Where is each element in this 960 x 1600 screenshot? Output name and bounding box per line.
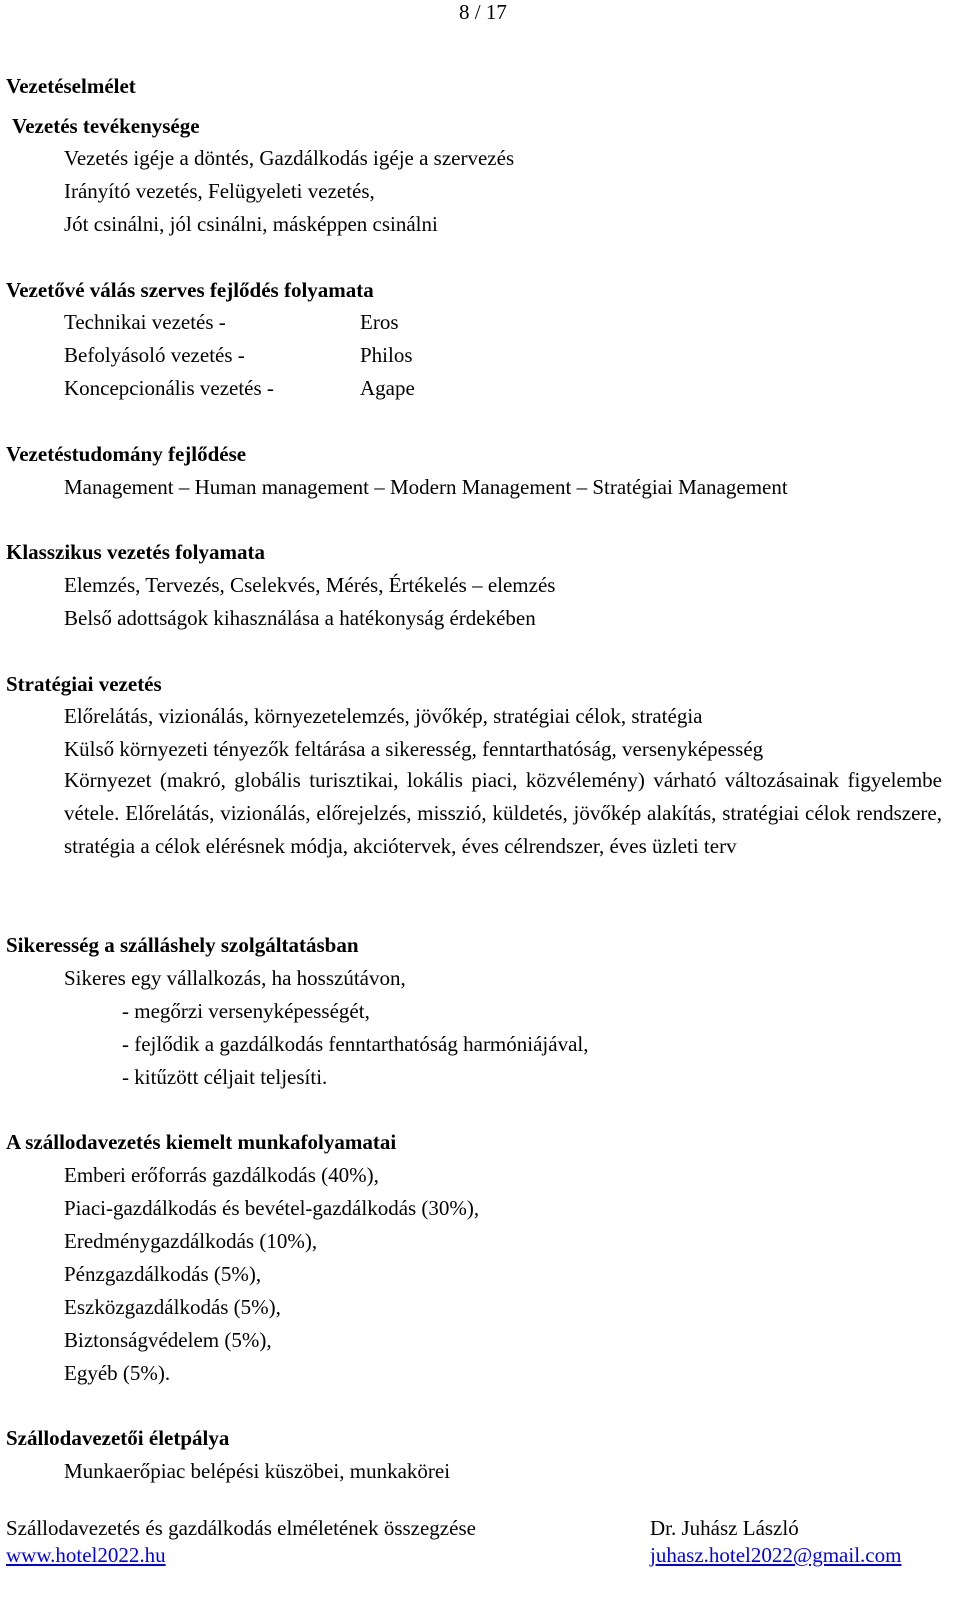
section-heading-munkafolyamatok: A szállodavezetés kiemelt munkafolyamatai [6, 1130, 397, 1154]
text-line: Irányító vezetés, Felügyeleti vezetés, [64, 179, 375, 203]
text-line: Sikeres egy vállalkozás, ha hosszútávon, [64, 966, 406, 990]
list-item: Eredménygazdálkodás (10%), [64, 1229, 318, 1253]
text-line: Management – Human management – Modern Management – Stratégiai Management [64, 475, 788, 499]
stage-label: Befolyásoló vezetés - [64, 343, 245, 367]
list-item: Pénzgazdálkodás (5%), [64, 1262, 262, 1286]
text-line: Elemzés, Tervezés, Cselekvés, Mérés, Értékelés – elemzés [64, 573, 556, 597]
strategy-paragraph: Környezet (makró, globális turisztikai, lokális piaci, közvélemény) várható változásainak figyelembe vétele. Előrelátás, vizionálás, előrejelzés, misszió, küldetés, jövőkép alakítás, stratégiai célok rendszere, stratégia a célok elérésnek módja, akciótervek, éves célrendszer, éves üzleti terv [64, 768, 942, 858]
list-item: - fejlődik a gazdálkodás fenntarthatóság harmóniájával, [122, 1032, 589, 1056]
list-item: Eszközgazdálkodás (5%), [64, 1295, 281, 1319]
list-item: Egyéb (5%). [64, 1361, 171, 1385]
section-heading-sikeresseg: Sikeresség a szálláshely szolgáltatásban [6, 933, 359, 957]
stage-label: Koncepcionális vezetés - [64, 376, 274, 400]
section-heading-fejlodes: Vezetővé válás szerves fejlődés folyamata [6, 278, 374, 302]
footer-email-link[interactable]: juhasz.hotel2022@gmail.com [650, 1543, 902, 1567]
footer-website-link[interactable]: www.hotel2022.hu [6, 1543, 166, 1567]
page-title: Vezetéselmélet [6, 74, 136, 98]
text-line: Munkaerőpiac belépési küszöbei, munkakörei [64, 1459, 451, 1483]
list-item: Biztonságvédelem (5%), [64, 1328, 272, 1352]
section-heading-tevekenyseg: Vezetés tevékenysége [12, 114, 200, 138]
footer-author: Dr. Juhász László [650, 1516, 799, 1540]
stage-label: Technikai vezetés - [64, 310, 226, 334]
text-line: Belső adottságok kihasználása a hatékonyság érdekében [64, 606, 536, 630]
list-item: - kitűzött céljait teljesíti. [122, 1065, 328, 1089]
text-line: Jót csinálni, jól csinálni, másképpen csinálni [64, 212, 438, 236]
stage-love-type: Eros [360, 310, 399, 334]
footer-doc-title: Szállodavezetés és gazdálkodás elméletének összegzése [6, 1516, 476, 1540]
section-heading-strategiai: Stratégiai vezetés [6, 672, 162, 696]
page-number: 8 / 17 [459, 0, 507, 24]
section-heading-eletpalya: Szállodavezetői életpálya [6, 1426, 230, 1450]
list-item: Emberi erőforrás gazdálkodás (40%), [64, 1163, 379, 1187]
stage-love-type: Agape [360, 376, 415, 400]
section-heading-tudomany: Vezetéstudomány fejlődése [6, 442, 247, 466]
text-line: Vezetés igéje a döntés, Gazdálkodás igéje a szervezés [64, 146, 515, 170]
stage-love-type: Philos [360, 343, 413, 367]
text-line: Előrelátás, vizionálás, környezetelemzés, jövőkép, stratégiai célok, stratégia [64, 704, 703, 728]
section-heading-klasszikus: Klasszikus vezetés folyamata [6, 540, 265, 564]
list-item: Piaci-gazdálkodás és bevétel-gazdálkodás (30%), [64, 1196, 480, 1220]
text-line: Külső környezeti tényezők feltárása a sikeresség, fenntarthatóság, versenyképesség [64, 737, 764, 761]
list-item: - megőrzi versenyképességét, [122, 999, 370, 1023]
